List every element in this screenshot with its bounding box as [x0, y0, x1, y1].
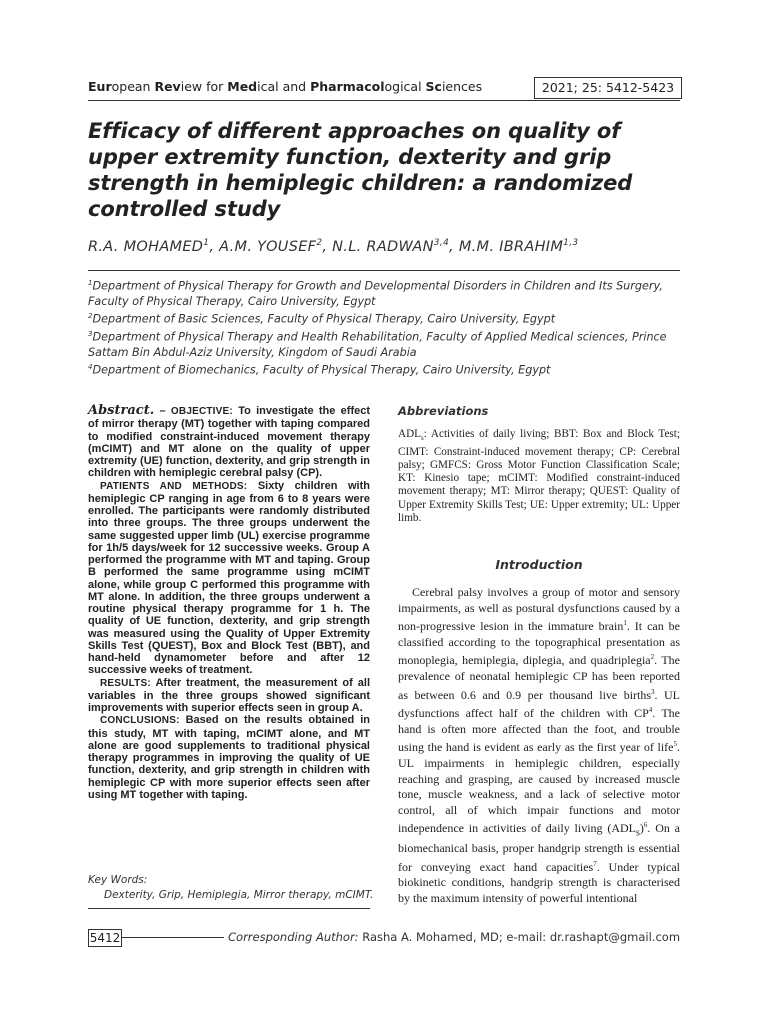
keywords-rule — [88, 908, 370, 909]
objective-text: To investigate the effect of mirror therapy (MT) together with taping compared to modified constraint-induced movement therapy (mCIMT) and MT alone on the quality of upper extremity (UE) function, dexterity, and grip strength in children with hemiplegic cerebral palsy (CP). — [88, 405, 371, 480]
author-affiliation-mark: 1 — [203, 238, 210, 248]
author-name: N.L. RADWAN — [332, 238, 434, 255]
keywords-text: Dexterity, Grip, Hemiplegia, Mirror therapy, mCIMT. — [104, 889, 374, 901]
reference-mark: 2 — [650, 653, 655, 662]
keywords-label: Key Words: — [88, 874, 148, 886]
reference-mark: 6 — [643, 821, 648, 830]
results-text: After treatment, the measurement of all variables in the three groups showed significant improvements with superior effects seen in group A. — [88, 676, 370, 714]
author-affiliation-mark: 1,3 — [563, 238, 579, 248]
introduction-segment: . Under typical biokinetic conditions, handgrip strength is characterised by the maximum intensity of powerful intentional — [398, 859, 680, 906]
journal-name-part: iew for — [180, 79, 228, 94]
journal-name-part: ogical — [384, 79, 426, 94]
reference-mark: 7 — [593, 859, 597, 868]
introduction-segment: . On a biomechanical basis, proper handgrip strength is essential for conveying exact hand capacities — [398, 821, 680, 874]
conclusions-text: Based on the results obtained in this study, MT with taping, mCIMT alone, and MT alone are good supplements to traditional physical therapy programmes in improving the quality of UE function, dexterity, and grip strength in children with hemiplegic CP with more superior effects seen after using MT together with taping. — [88, 714, 370, 801]
journal-name-part: Eur — [88, 79, 112, 94]
results-label: RESULTS: — [100, 677, 151, 689]
affiliations — [88, 276, 680, 378]
introduction-heading: Introduction — [495, 557, 583, 572]
author-separator: , — [322, 238, 333, 255]
journal-name-part: Pharmacol — [310, 79, 385, 94]
affiliation-mark: 3 — [88, 330, 93, 339]
corresponding-author — [228, 930, 680, 944]
affiliation-item — [88, 309, 680, 327]
page-number: 5412 — [89, 931, 121, 945]
author-name: R.A. MOHAMED — [88, 238, 204, 255]
abstract-methods — [88, 480, 370, 677]
introduction-segment: Cerebral palsy involves a group of motor and sensory impairments, as well as postural dysfunctions caused by a non-progressive lesion in the immature brain — [398, 585, 680, 634]
reference-mark: 5 — [673, 740, 677, 749]
subscript-mark: s — [636, 827, 640, 839]
affiliation-item — [88, 360, 680, 378]
author-separator: , — [448, 238, 459, 255]
methods-text: Sixty children with hemiplegic CP ranging in age from 6 to 8 years were enrolled. The participants were randomly distributed into three groups. The three groups underwent the same suggested upper limb (UL) exercise programme for 1h/5 days/week for 12 successive weeks. Group A performed the programme with MT and taping. Group B performed the same programme using mCIMT alone, while group C performed this programme with MT alone. In addition, the three groups underwent a routine physical therapy programme for 1 h. The quality of UE function, dexterity, and grip strength was measured using the Quality of Upper Extremity Skills Test (QUEST), Box and Block Test (BBT), and hand-held dynamometer before and after 12 successive weeks of treatment. — [88, 479, 370, 677]
methods-label: PATIENTS AND METHODS: — [100, 480, 248, 492]
journal-name-part: ical and — [257, 79, 311, 94]
affiliation-mark: 1 — [88, 279, 93, 287]
author-affiliation-mark: 3,4 — [433, 238, 449, 248]
abbreviation-lead-sub: s — [421, 434, 424, 443]
abstract — [88, 405, 370, 801]
affiliation-item — [88, 327, 680, 360]
introduction-segment: . It can be classified according to the topographical presentation as monoplegia, hemiplegia, diplegia, and quadriplegia — [398, 619, 680, 668]
introduction-segment: . The prevalence of neonatal hemiplegic CP has been reported as between 0.6 and 0.9 per thousand live births — [398, 653, 680, 702]
affiliation-text: Department of Physical Therapy and Health Rehabilitation, Faculty of Applied Medical sciences, Prince Sattam Bin Abdul-Aziz University, Kingdom of Saudi Arabia — [88, 330, 667, 360]
journal-name — [88, 79, 482, 94]
abbreviation-body: : Activities of daily living; BBT: Box and Block Test; CIMT: Constraint-induced movement therapy; CP: Cerebral palsy; GMFCS: Gross Motor Function Classification Scale; KT: Kinesio tape; mCIMT: Modified constraint-induced movement therapy; MT: Mirror therapy; QUEST: Quality of Upper Extremity Skills Test; UE: Upper extremity; UL: Upper limb. — [398, 428, 680, 525]
journal-name-part: opean — [111, 79, 155, 94]
affiliation-text: Department of Biomechanics, Faculty of Physical Therapy, Cairo University, Egypt — [92, 363, 551, 377]
abbreviation-lead: ADL — [398, 428, 421, 440]
conclusions-label: CONCLUSIONS: — [100, 715, 180, 727]
reference-mark: 3 — [651, 687, 655, 696]
author-name: A.M. YOUSEF — [219, 238, 317, 255]
journal-name-part: iences — [441, 79, 483, 94]
author-list — [88, 238, 678, 255]
reference-mark: 1 — [623, 619, 627, 628]
affiliation-mark: 4 — [88, 363, 93, 372]
abstract-objective — [88, 405, 370, 480]
abstract-conclusions — [88, 714, 370, 801]
affiliation-item — [88, 276, 680, 309]
objective-label: OBJECTIVE: — [170, 406, 233, 417]
affiliation-text: Department of Physical Therapy for Growth and Developmental Disorders in Children and Its Surgery, Faculty of Physical Therapy, Cairo University, Egypt — [88, 279, 663, 308]
journal-name-part: Med — [227, 79, 258, 94]
introduction-segment: ) — [639, 821, 644, 836]
author-separator: , — [209, 238, 220, 255]
abstract-lead: Abstract. — [88, 403, 155, 418]
abstract-results — [88, 677, 370, 715]
journal-name-part: Sc — [425, 79, 442, 94]
introduction-text — [398, 585, 680, 907]
abstract-dash: – — [154, 405, 171, 417]
affiliation-rule — [88, 270, 680, 271]
affiliation-text: Department of Basic Sciences, Faculty of Physical Therapy, Cairo University, Egypt — [92, 312, 556, 326]
affiliation-mark: 2 — [88, 312, 93, 321]
journal-name-part: Rev — [154, 79, 181, 94]
reference-mark: 4 — [648, 706, 653, 715]
introduction-segment: . The hand is often more affected than the foot, and trouble using the hand is evident as early as the first year of life — [398, 706, 680, 755]
footer-rule — [122, 937, 224, 938]
citation-box: 2021; 25: 5412-5423 — [534, 77, 682, 99]
article-title: Efficacy of different approaches on quality of upper extremity function, dexterity and grip strength in hemiplegic children: a randomized controlled study — [88, 119, 633, 221]
corresponding-label: Corresponding Author: — [228, 930, 359, 944]
author-affiliation-mark: 2 — [316, 238, 323, 248]
abbreviations-heading: Abbreviations — [398, 404, 489, 418]
header-rule — [88, 100, 680, 101]
abbreviations-text — [398, 428, 680, 525]
corresponding-text: Rasha A. Mohamed, MD; e-mail: dr.rashapt@gmail.com — [358, 930, 681, 944]
introduction-segment: . UL dysfunctions affect half of the children with CP — [398, 687, 680, 721]
author-name: M.M. IBRAHIM — [458, 238, 564, 255]
introduction-segment: . UL impairments in hemiplegic children, especially reaching and grasping, are caused by increased muscle tone, muscle weakness, and a lack of selective motor control, all of which impair functions and motor independence in activities of daily living (ADL — [398, 740, 680, 836]
